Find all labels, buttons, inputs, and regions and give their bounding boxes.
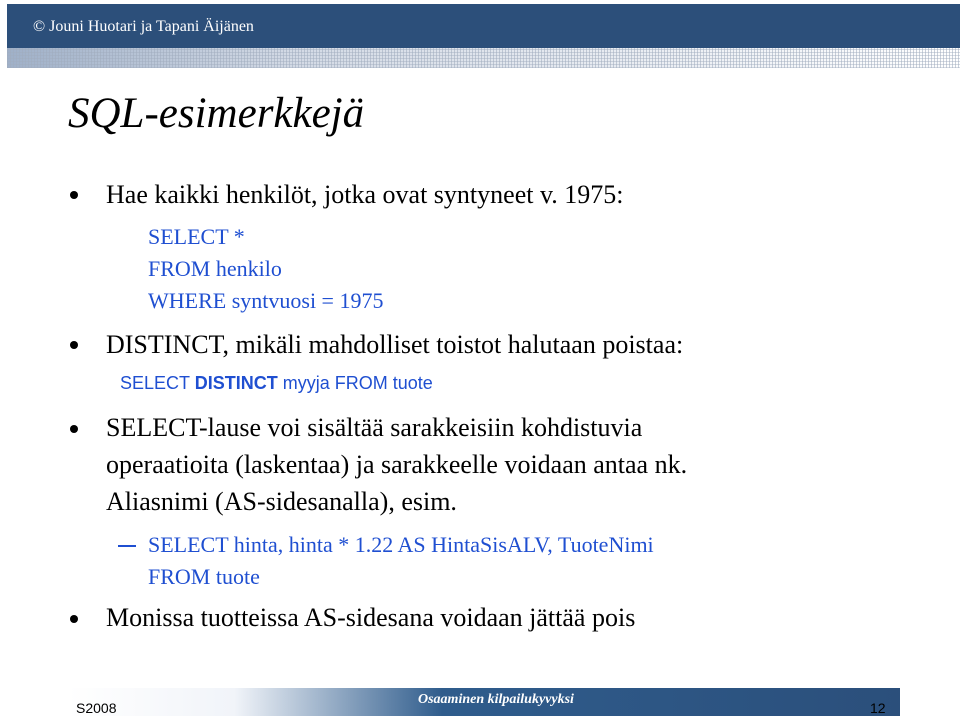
footer-course-code: S2008 <box>76 700 117 716</box>
bullet-3-line-2: operaatioita (laskentaa) ja sarakkeelle voidaan antaa nk. <box>106 450 688 479</box>
header-bar <box>7 4 960 48</box>
bullet-1-text: Hae kaikki henkilöt, jotka ovat syntyneet v. 1975: <box>106 180 624 209</box>
bullet-3-dot <box>70 425 78 433</box>
distinct-select-keyword: SELECT <box>120 373 190 393</box>
bullet-1-dot <box>70 191 78 199</box>
page-number: 12 <box>870 700 886 716</box>
bullet-3-line-1: SELECT-lause voi sisältää sarakkeisiin kohdistuvia <box>106 413 643 442</box>
code-line-from: FROM henkilo <box>148 256 282 281</box>
distinct-keyword: DISTINCT <box>194 373 278 393</box>
distinct-rest: myyja FROM tuote <box>282 373 433 393</box>
footer-logo-text: Osaaminen kilpailukyvyksi <box>418 692 574 707</box>
bullet-4-dot <box>70 615 78 623</box>
copyright-text: © Jouni Huotari ja Tapani Äijänen <box>33 18 254 35</box>
slide-header <box>0 0 960 66</box>
sub-bullet-dash <box>118 545 136 547</box>
distinct-example <box>120 371 433 395</box>
bullet-2-text: DISTINCT, mikäli mahdolliset toistot halutaan poistaa: <box>106 330 684 359</box>
slide-footer <box>0 688 960 716</box>
bullet-3-line-3: Aliasnimi (AS-sidesanalla), esim. <box>106 487 457 516</box>
alias-code-line-2: FROM tuote <box>148 564 260 589</box>
bullet-4-text: Monissa tuotteissa AS-sidesana voidaan jättää pois <box>106 603 636 632</box>
code-line-select: SELECT * <box>148 224 245 249</box>
code-line-where: WHERE syntvuosi = 1975 <box>148 288 384 313</box>
alias-code-line-1: SELECT hinta, hinta * 1.22 AS HintaSisALV, TuoteNimi <box>148 532 654 557</box>
slide-title: SQL-esimerkkejä <box>68 90 365 137</box>
bullet-2-dot <box>70 341 78 349</box>
header-pattern-strip <box>7 48 960 68</box>
